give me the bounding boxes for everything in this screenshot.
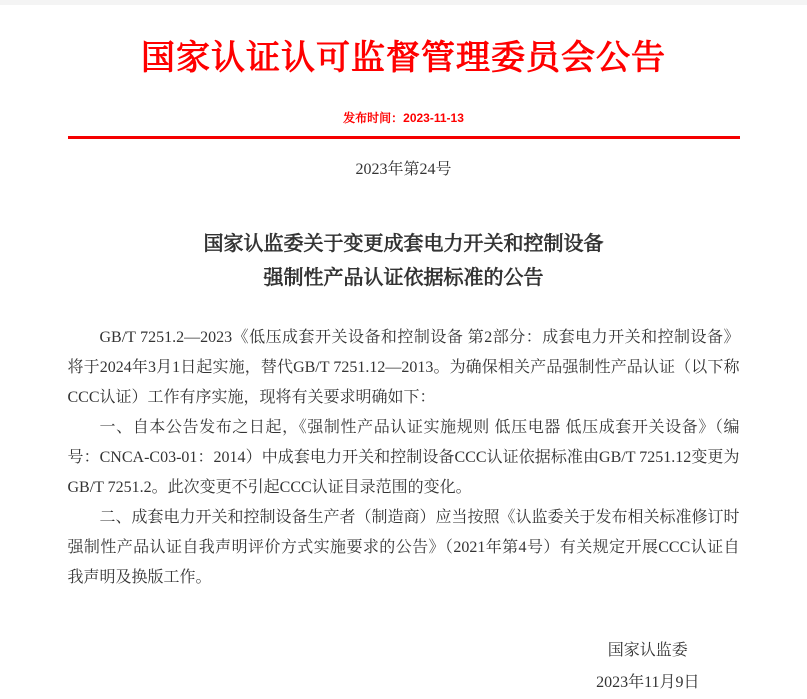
red-divider: [68, 136, 740, 139]
top-divider: [0, 0, 807, 5]
paragraph-1: GB/T 7251.2—2023《低压成套开关设备和控制设备 第2部分：成套电力开关和控制设备》将于2024年3月1日起实施，替代GB/T 7251.12—2013。为确保相关产品强制性产品认证（以下称CCC认证）工作有序实施，现将有关要求明确如下：: [67, 329, 740, 406]
document-body: [68, 323, 740, 593]
doc-title-line-1: 国家认监委关于变更成套电力开关和控制设备: [203, 233, 604, 255]
paragraph-3: 二、成套电力开关和控制设备生产者（制造商）应当按照《认监委关于发布相关标准修订时强制性产品认证自我声明评价方式实施要求的公告》（2021年第4号）有关规定开展CCC认证自我声明及换版工作。: [67, 509, 740, 586]
paragraph-2: 一、自本公告发布之日起，《强制性产品认证实施规则 低压电器 低压成套开关设备》（编号：CNCA-C03-01：2014）中成套电力开关和控制设备CCC认证依据标准由GB/T 7251.12变更为GB/T 7251.2。此次变更不引起CCC认证目录范围的变化。: [67, 419, 740, 496]
doc-title-line-2: 强制性产品认证依据标准的公告: [263, 267, 544, 289]
content-area: [68, 136, 740, 699]
page-title: 国家认证认可监督管理委员会公告: [141, 39, 666, 77]
doc-number: 2023年第24号: [355, 161, 452, 178]
publish-time-value: 2023-11-13: [403, 111, 464, 125]
doc-title: [68, 227, 740, 295]
signature-issuer: 国家认监委: [607, 642, 688, 659]
signature-date: 2023年11月9日: [596, 674, 700, 691]
signature-block: [68, 635, 740, 699]
publish-time: [0, 111, 807, 125]
publish-time-label: 发布时间：: [343, 111, 404, 125]
